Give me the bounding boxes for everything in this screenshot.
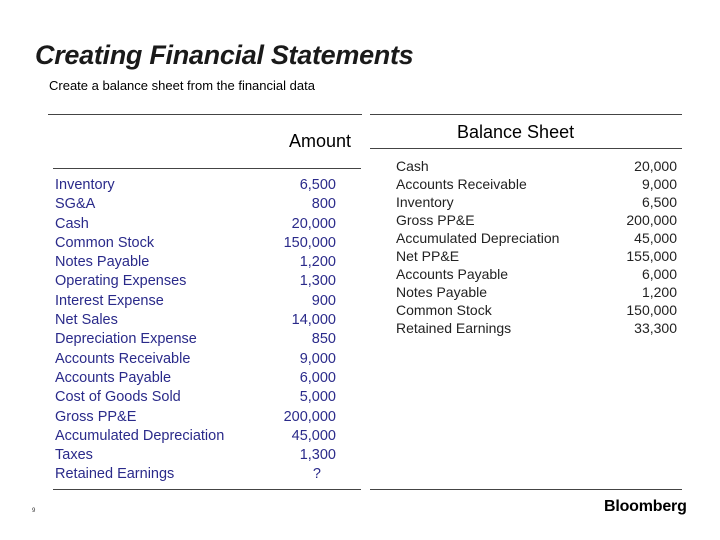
balance-sheet-header: Balance Sheet [457, 122, 575, 142]
list-item-value: 155,000 [626, 248, 677, 264]
list-item: Common Stock [55, 234, 155, 251]
list-item: Gross PP&E [55, 408, 137, 425]
list-item: Gross PP&E [396, 212, 475, 228]
bottom-rule-right [370, 489, 682, 490]
list-item-value: 9,000 [641, 176, 677, 192]
list-item-value: 33,300 [634, 320, 677, 336]
list-item: Interest Expense [55, 292, 164, 309]
list-item-value: 1,200 [299, 254, 336, 271]
list-item-value: 1,300 [299, 273, 336, 290]
list-item-value: 6,000 [641, 266, 677, 282]
amount-column-header: Amount [289, 131, 352, 151]
list-item-value: 5,000 [299, 389, 336, 406]
list-item: Cost of Goods Sold [55, 389, 181, 406]
list-item: Depreciation Expense [55, 331, 197, 348]
list-item-value: 6,500 [641, 194, 677, 210]
list-item: Cash [396, 158, 429, 174]
list-item: Inventory [396, 194, 454, 210]
list-item-value: 1,200 [641, 284, 677, 300]
list-item-value: 6,500 [299, 177, 336, 193]
list-item-value: 150,000 [283, 234, 336, 251]
top-rule-right [370, 114, 682, 115]
list-item: SG&A [55, 196, 96, 213]
bottom-rule-left [53, 489, 361, 490]
list-item: Taxes [55, 447, 93, 464]
list-item-value: 800 [311, 196, 336, 213]
page-number: 9 [32, 508, 36, 514]
list-item: Accounts Payable [396, 266, 509, 282]
list-item-value: ? [312, 466, 321, 483]
list-item-value: 45,000 [634, 230, 677, 246]
top-rule-left [48, 114, 362, 115]
list-item: Retained Earnings [55, 466, 175, 483]
list-item-value: 45,000 [291, 427, 336, 444]
list-item: Net Sales [55, 312, 118, 329]
list-item: Common Stock [396, 302, 492, 318]
list-item: Accumulated Depreciation [55, 427, 225, 444]
list-item-value: 20,000 [291, 215, 336, 232]
list-item-value: 850 [311, 331, 336, 348]
list-item-value: 14,000 [291, 312, 336, 329]
financial-data-amounts [230, 176, 336, 485]
list-item-value: 9,000 [299, 350, 336, 367]
list-item: Inventory [55, 177, 115, 193]
list-item: Accounts Receivable [55, 350, 191, 367]
amount-header-rule [53, 168, 361, 169]
list-item-value: 200,000 [626, 212, 677, 228]
list-item: Accounts Receivable [396, 176, 527, 192]
list-item: Cash [55, 215, 89, 232]
page-subtitle: Create a balance sheet from the financial data [49, 78, 315, 93]
page-title: Creating Financial Statements [35, 40, 414, 70]
list-item: Accumulated Depreciation [396, 230, 560, 246]
list-item: Notes Payable [396, 284, 488, 300]
list-item-value: 1,300 [299, 447, 336, 464]
balance-sheet-labels [396, 157, 559, 337]
list-item-value: 900 [311, 292, 336, 309]
list-item: Accounts Payable [55, 369, 172, 386]
balance-sheet-amounts [580, 157, 677, 337]
list-item: Operating Expenses [55, 273, 187, 290]
list-item-value: 200,000 [283, 408, 336, 425]
list-item: Notes Payable [55, 254, 150, 271]
list-item-value: 6,000 [299, 369, 336, 386]
financial-data-labels [55, 176, 224, 485]
list-item: Net PP&E [396, 248, 460, 264]
bloomberg-logo: Bloomberg [604, 498, 687, 515]
list-item-value: 150,000 [626, 302, 677, 318]
list-item: Retained Earnings [396, 320, 512, 336]
balance-sheet-header-rule [370, 148, 682, 149]
list-item-value: 20,000 [634, 158, 677, 174]
